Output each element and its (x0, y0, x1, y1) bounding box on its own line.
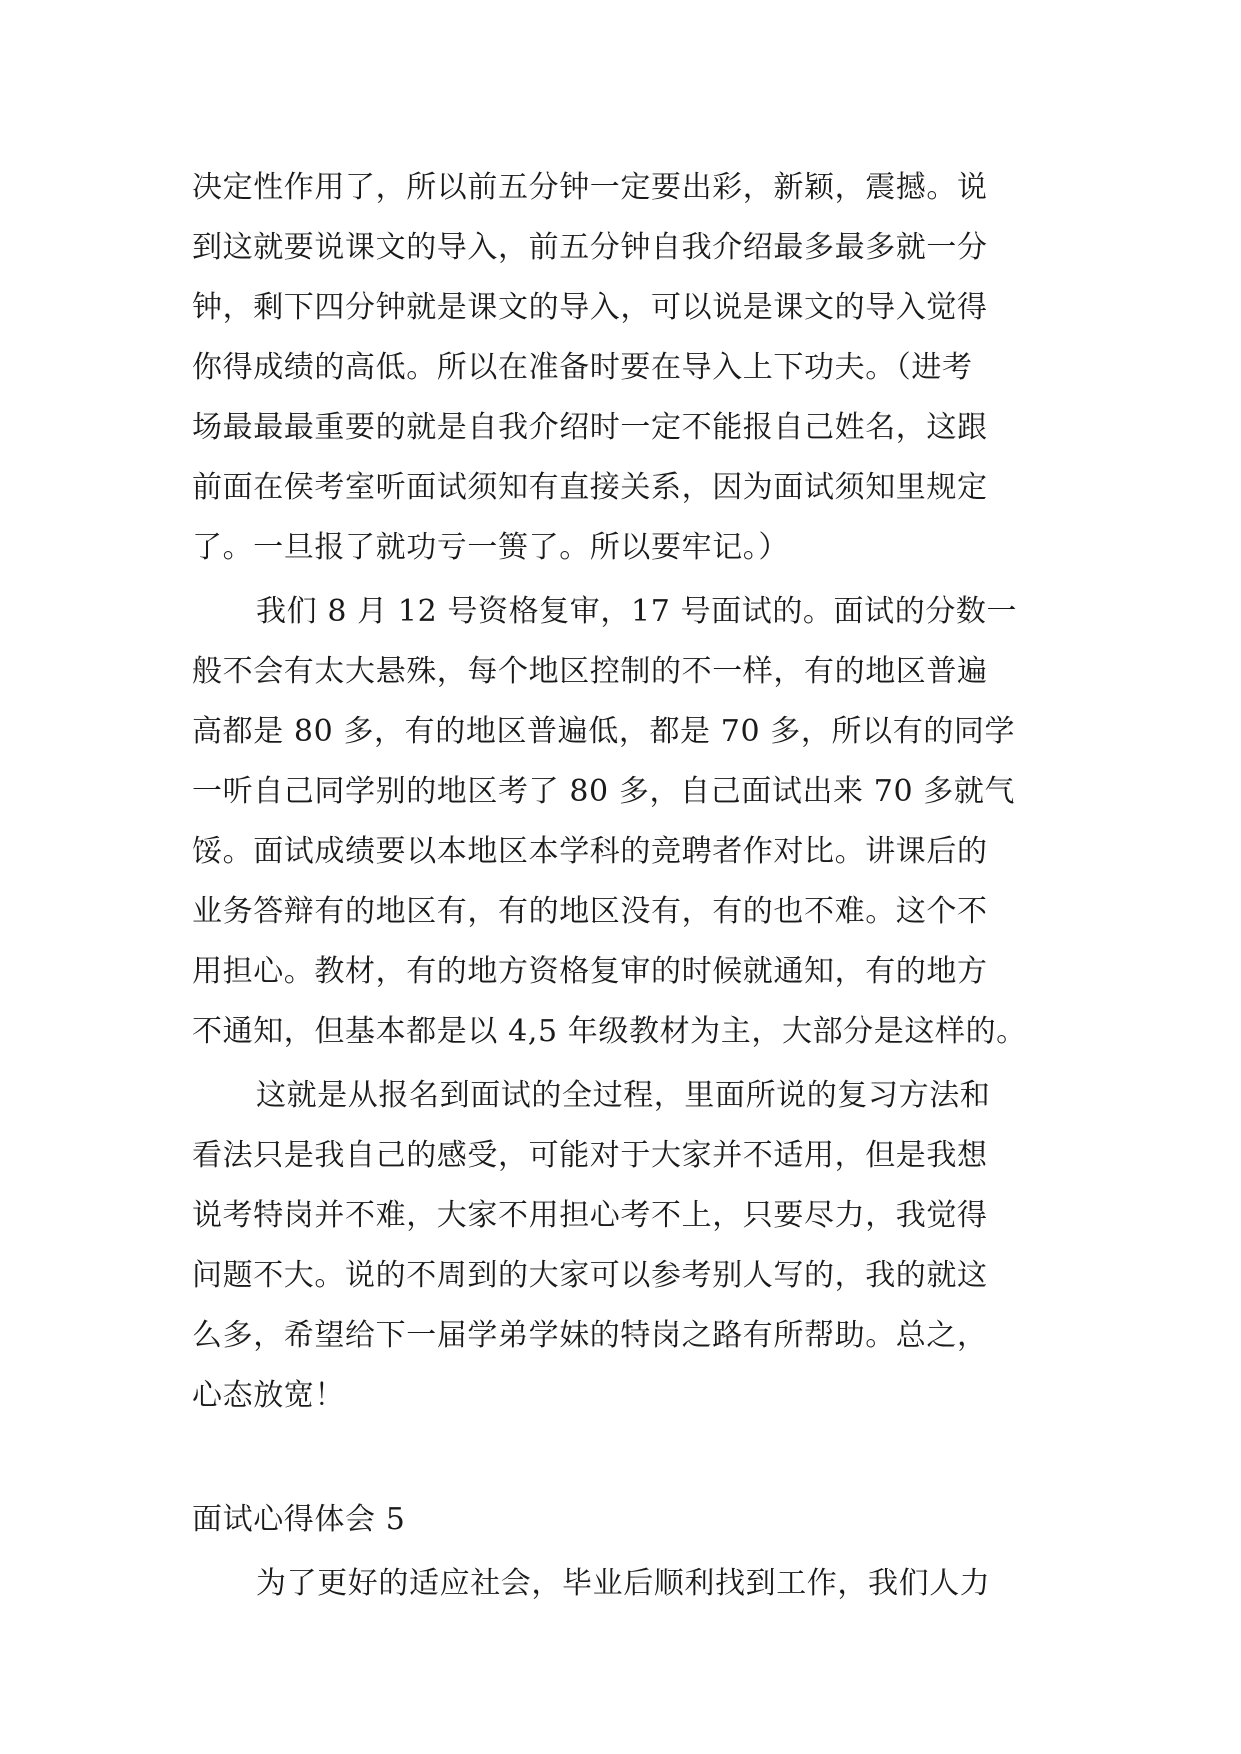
paragraph-line: 用担心。教材，有的地方资格复审的时候就通知，有的地方 (192, 954, 988, 989)
paragraph-line: 一听自己同学别的地区考了 80 多，自己面试出来 70 多就气 (192, 774, 1016, 809)
paragraph-line: 般不会有太大悬殊，每个地区控制的不一样，有的地区普遍 (192, 654, 988, 689)
paragraph-line: 么多，希望给下一届学弟学妹的特岗之路有所帮助。总之， (192, 1318, 988, 1353)
paragraph-line: 问题不大。说的不周到的大家可以参考别人写的，我的就这 (192, 1258, 988, 1293)
paragraph-line: 前面在侯考室听面试须知有直接关系，因为面试须知里规定 (192, 470, 988, 505)
paragraph-line: 看法只是我自己的感受，可能对于大家并不适用，但是我想 (192, 1138, 988, 1173)
paragraph-line: 到这就要说课文的导入，前五分钟自我介绍最多最多就一分 (192, 230, 988, 265)
section-heading: 面试心得体会 5 (192, 1502, 406, 1537)
paragraph-line: 场最最最重要的就是自我介绍时一定不能报自己姓名，这跟 (192, 410, 988, 445)
paragraph-line: 我们 8 月 12 号资格复审，17 号面试的。面试的分数一 (256, 594, 1018, 629)
paragraph-line: 为了更好的适应社会，毕业后顺利找到工作，我们人力 (256, 1566, 991, 1601)
paragraph-line: 这就是从报名到面试的全过程，里面所说的复习方法和 (256, 1078, 991, 1113)
paragraph-line: 了。一旦报了就功亏一篑了。所以要牢记。） (192, 530, 789, 565)
paragraph-line: 说考特岗并不难，大家不用担心考不上，只要尽力，我觉得 (192, 1198, 988, 1233)
paragraph-line: 你得成绩的高低。所以在准备时要在导入上下功夫。（进考 (192, 350, 973, 385)
paragraph-line: 馁。面试成绩要以本地区本学科的竞聘者作对比。讲课后的 (192, 834, 988, 869)
paragraph-line: 钟，剩下四分钟就是课文的导入，可以说是课文的导入觉得 (192, 290, 988, 325)
paragraph-line: 决定性作用了，所以前五分钟一定要出彩，新颖，震撼。说 (192, 170, 988, 205)
paragraph-line: 业务答辩有的地区有，有的地区没有，有的也不难。这个不 (192, 894, 988, 929)
paragraph-line: 高都是 80 多，有的地区普遍低，都是 70 多，所以有的同学 (192, 714, 1016, 749)
paragraph-line: 不通知，但基本都是以 4,5 年级教材为主，大部分是这样的。 (192, 1014, 1027, 1049)
paragraph-line: 心态放宽！ (192, 1378, 345, 1413)
